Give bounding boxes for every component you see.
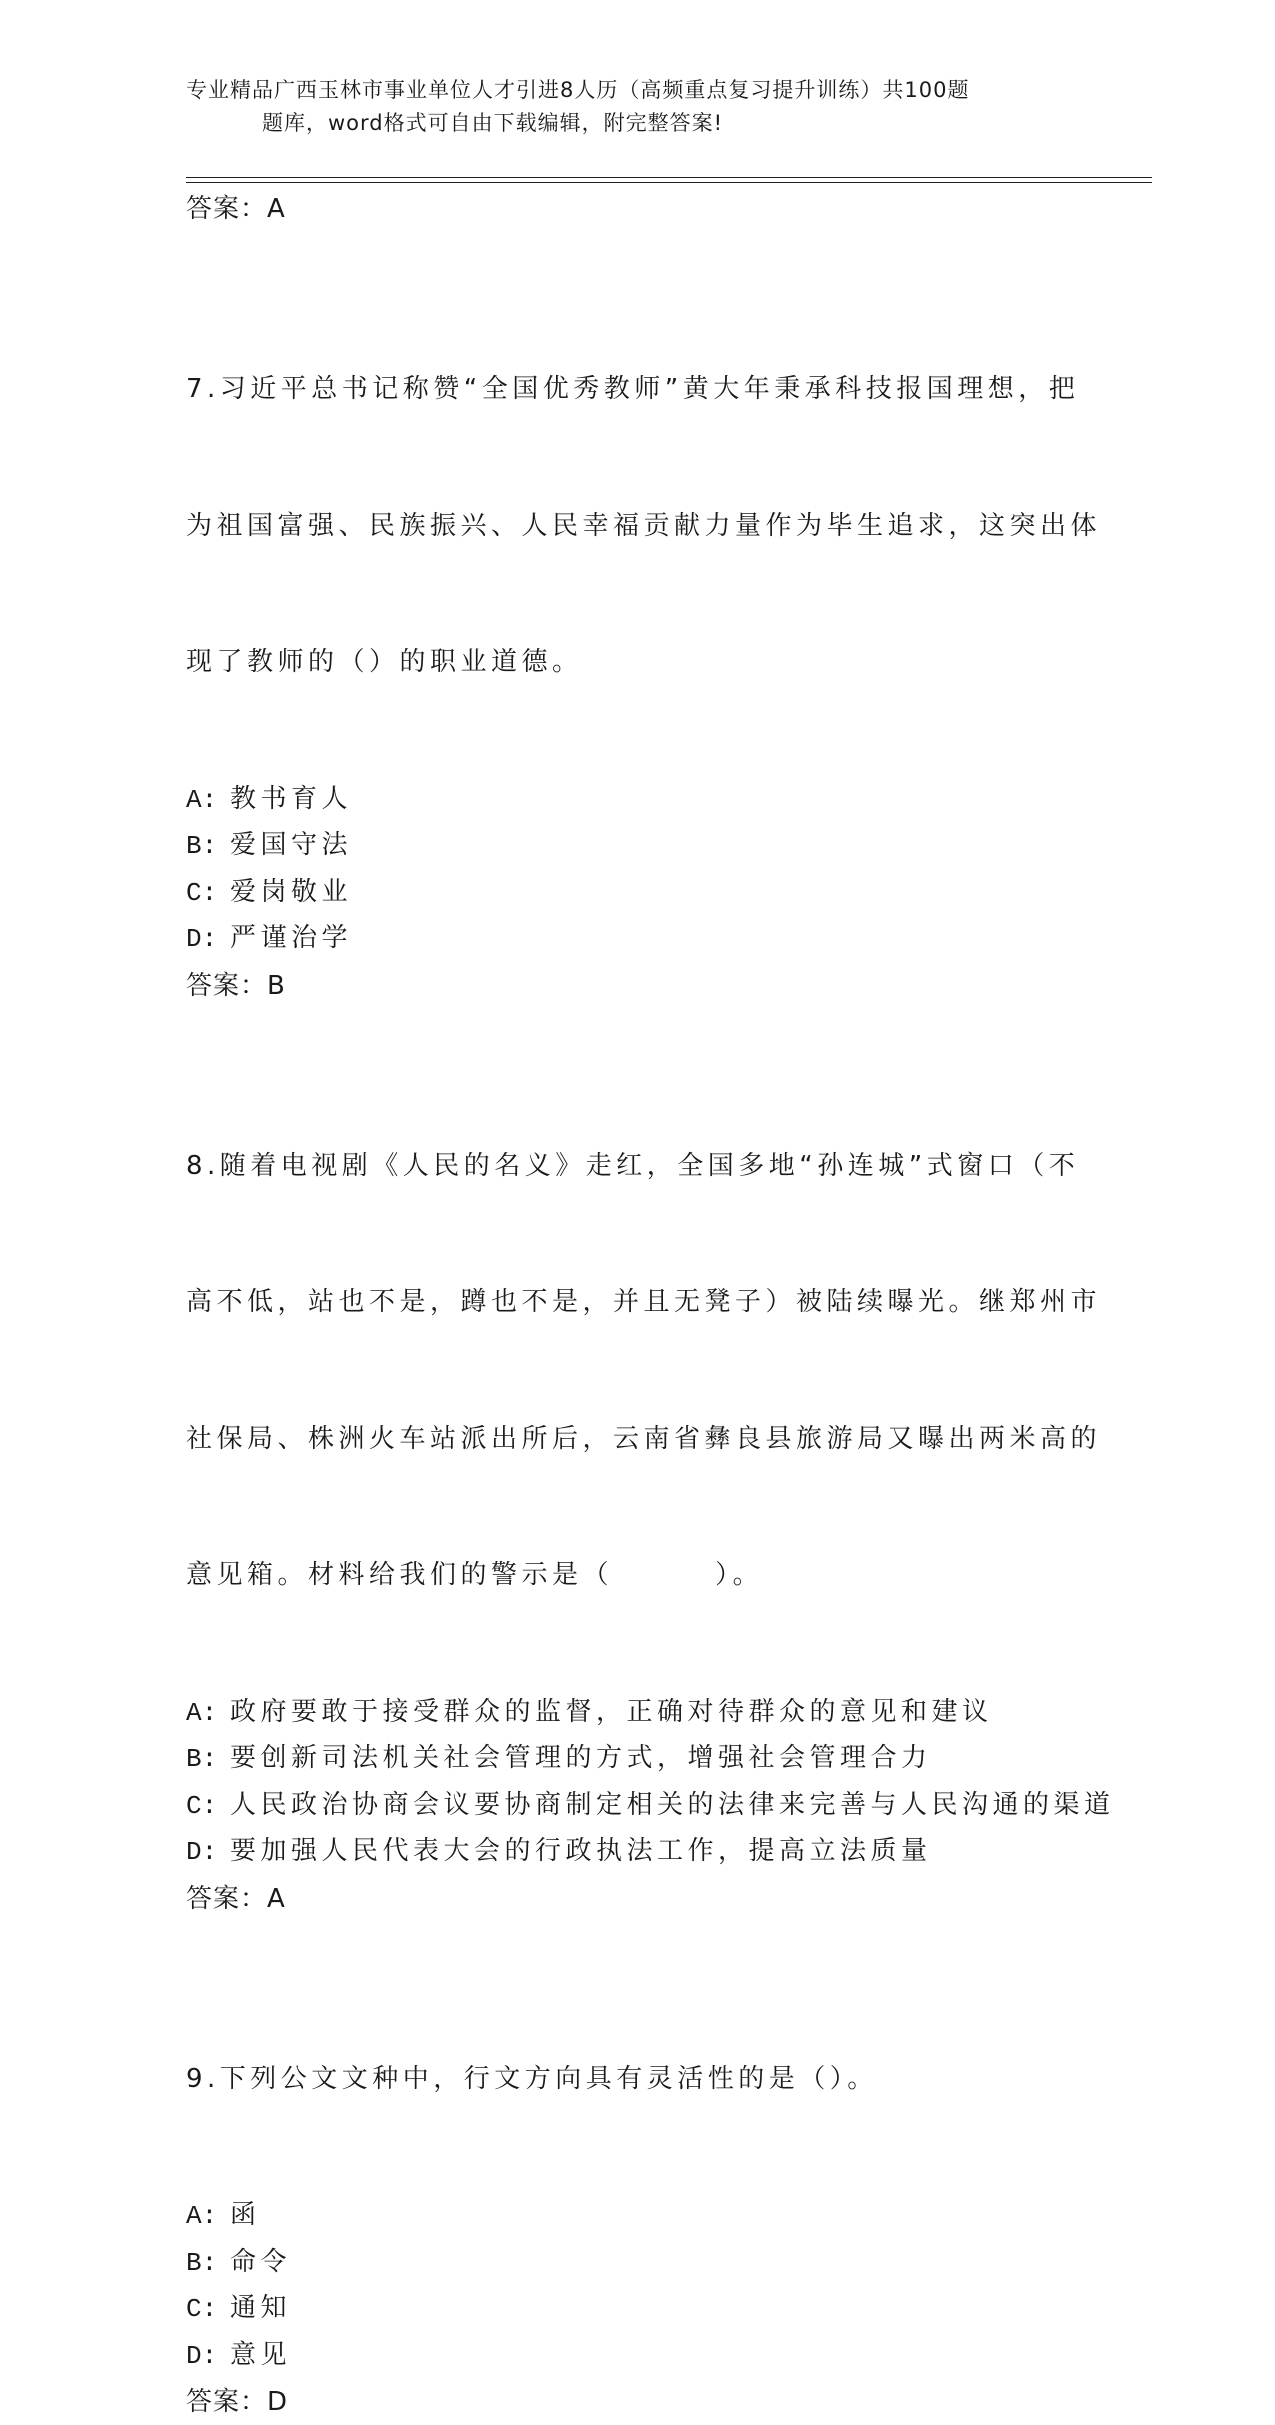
option-text: 人民政治协商会议要协商制定相关的法律来完善与人民沟通的渠道 (230, 1790, 1115, 1820)
option-a (186, 1690, 1086, 1737)
option-b (186, 2240, 1086, 2287)
option-c (186, 870, 1086, 917)
question-text (186, 1053, 1086, 1690)
answer-label: 答案：A (186, 1876, 1086, 1922)
option-text: 通知 (230, 2293, 291, 2323)
option-text: 严谨治学 (230, 923, 352, 953)
option-key: D: (186, 1837, 217, 1867)
option-text: 政府要敢于接受群众的监督，正确对待群众的意见和建议 (230, 1697, 993, 1727)
option-d (186, 916, 1086, 963)
question-9 (186, 1966, 1086, 2425)
option-a (186, 2193, 1086, 2240)
option-c (186, 2286, 1086, 2333)
option-text: 命令 (230, 2247, 291, 2277)
answer-label: 答案：B (186, 963, 1086, 1009)
option-text: 爱国守法 (230, 830, 352, 860)
option-d (186, 2333, 1086, 2380)
option-key: C: (186, 878, 217, 908)
question-line: 7.习近平总书记称赞“全国优秀教师”黄大年秉承科技报国理想，把 (186, 367, 1086, 413)
option-c (186, 1783, 1086, 1830)
question-text (186, 276, 1086, 777)
option-b (186, 1736, 1086, 1783)
header-line-1: 专业精品广西玉林市事业单位人才引进8人历（高频重点复习提升训练）共100题 (186, 78, 969, 102)
option-text: 函 (230, 2200, 261, 2230)
option-key: C: (186, 1791, 217, 1821)
header-line-2: 题库，word格式可自由下载编辑，附完整答案! (186, 107, 1086, 140)
question-line: 社保局、株洲火车站派出所后，云南省彝良县旅游局又曝出两米高的 (186, 1417, 1086, 1463)
answer-label: 答案：D (186, 2379, 1086, 2425)
question-line: 意见箱。材料给我们的警示是（ ）。 (186, 1553, 1086, 1599)
option-key: B: (186, 1744, 217, 1774)
option-a (186, 777, 1086, 824)
question-8 (186, 1053, 1086, 1922)
question-text (186, 1966, 1086, 2194)
answer-label: 答案：A (186, 186, 1086, 232)
option-text: 意见 (230, 2340, 291, 2370)
option-key: C: (186, 2294, 217, 2324)
option-key: A: (186, 1698, 217, 1728)
document-body (186, 186, 1086, 2425)
option-text: 教书育人 (230, 784, 352, 814)
question-7 (186, 276, 1086, 1009)
option-text: 要创新司法机关社会管理的方式，增强社会管理合力 (230, 1743, 932, 1773)
option-key: A: (186, 785, 217, 815)
question-line: 高不低，站也不是，蹲也不是，并且无凳子）被陆续曝光。继郑州市 (186, 1280, 1086, 1326)
option-text: 要加强人民代表大会的行政执法工作，提高立法质量 (230, 1836, 932, 1866)
option-d (186, 1829, 1086, 1876)
question-line: 为祖国富强、民族振兴、人民幸福贡献力量作为毕生追求，这突出体 (186, 504, 1086, 550)
option-b (186, 823, 1086, 870)
question-line: 9.下列公文文种中，行文方向具有灵活性的是（）。 (186, 2057, 1086, 2103)
option-key: B: (186, 2248, 217, 2278)
question-line: 8.随着电视剧《人民的名义》走红，全国多地“孙连城”式窗口（不 (186, 1144, 1086, 1190)
document-header (186, 74, 1086, 140)
option-key: D: (186, 924, 217, 954)
option-text: 爱岗敬业 (230, 877, 352, 907)
header-divider-bottom (186, 182, 1152, 183)
question-line: 现了教师的（）的职业道德。 (186, 640, 1086, 686)
option-key: D: (186, 2341, 217, 2371)
header-divider-top (186, 177, 1152, 178)
option-key: A: (186, 2201, 217, 2231)
option-key: B: (186, 831, 217, 861)
